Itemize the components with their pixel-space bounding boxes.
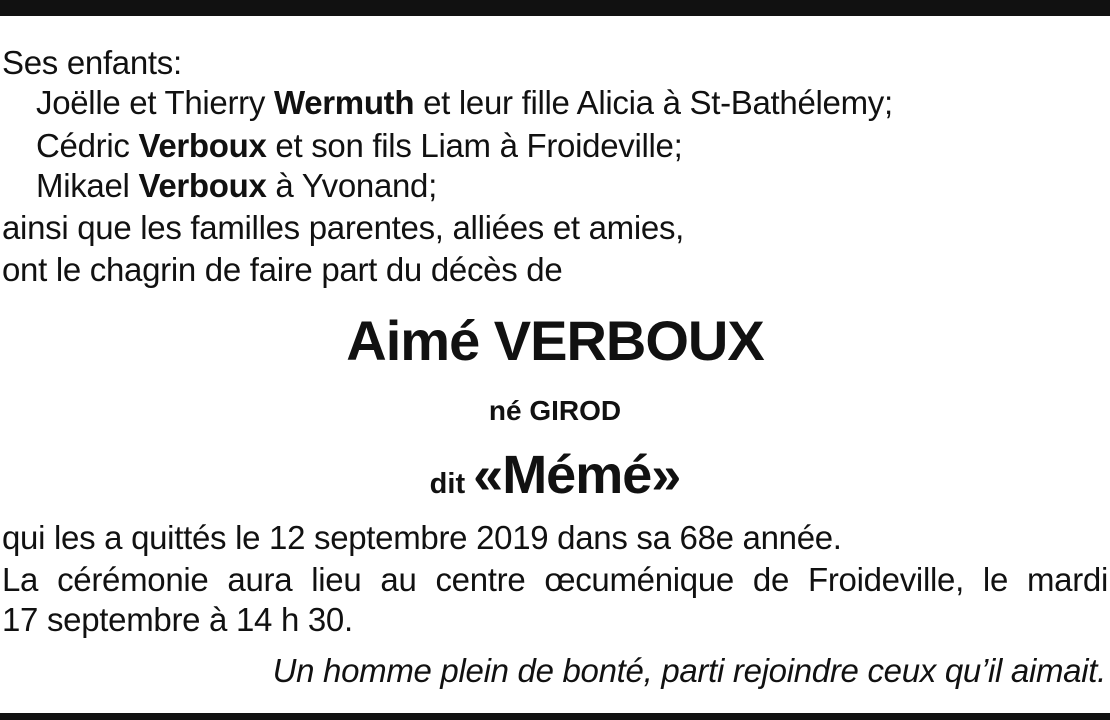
- child-entry-1-surname: Wermuth: [273, 84, 415, 121]
- child-entry-2: [36, 126, 682, 166]
- child-entry-1-post: et leur fille Alicia à St-Bathélemy;: [414, 84, 893, 121]
- child-entry-1-pre: Joëlle et Thierry: [36, 84, 274, 121]
- birth-name: né GIROD: [488, 395, 622, 426]
- child-entry-2-surname: Verboux: [138, 127, 267, 164]
- families-line: ainsi que les familles parentes, alliées et amies,: [2, 209, 685, 246]
- ceremony-line-2: 17 septembre à 14 h 30.: [2, 601, 353, 638]
- top-border-rule: [0, 0, 1110, 16]
- child-entry-3-post: à Yvonand;: [266, 167, 437, 204]
- closing-motto: Un homme plein de bonté, parti rejoindre ceux qu’il aimait.: [272, 652, 1106, 689]
- children-heading: Ses enfants:: [2, 44, 182, 81]
- announcement-line: ont le chagrin de faire part du décès de: [2, 251, 563, 288]
- child-entry-3: [36, 166, 437, 206]
- deceased-name: Aimé VERBOUX: [346, 309, 764, 372]
- child-entry-2-post: et son fils Liam à Froideville;: [266, 127, 683, 164]
- child-entry-3-pre: Mikael: [36, 167, 139, 204]
- bottom-border-rule: [0, 713, 1110, 720]
- death-date-line: qui les a quittés le 12 septembre 2019 dans sa 68e année.: [2, 519, 842, 556]
- child-entry-1: [36, 83, 893, 123]
- child-entry-3-surname: Verboux: [138, 167, 267, 204]
- ceremony-line-1: La cérémonie aura lieu au centre œcuménique de Froideville, le mardi: [2, 561, 1108, 598]
- nickname-line: [0, 440, 1110, 510]
- child-entry-2-pre: Cédric: [36, 127, 139, 164]
- nickname: «Mémé»: [473, 445, 681, 505]
- nickname-prefix: dit: [429, 468, 474, 500]
